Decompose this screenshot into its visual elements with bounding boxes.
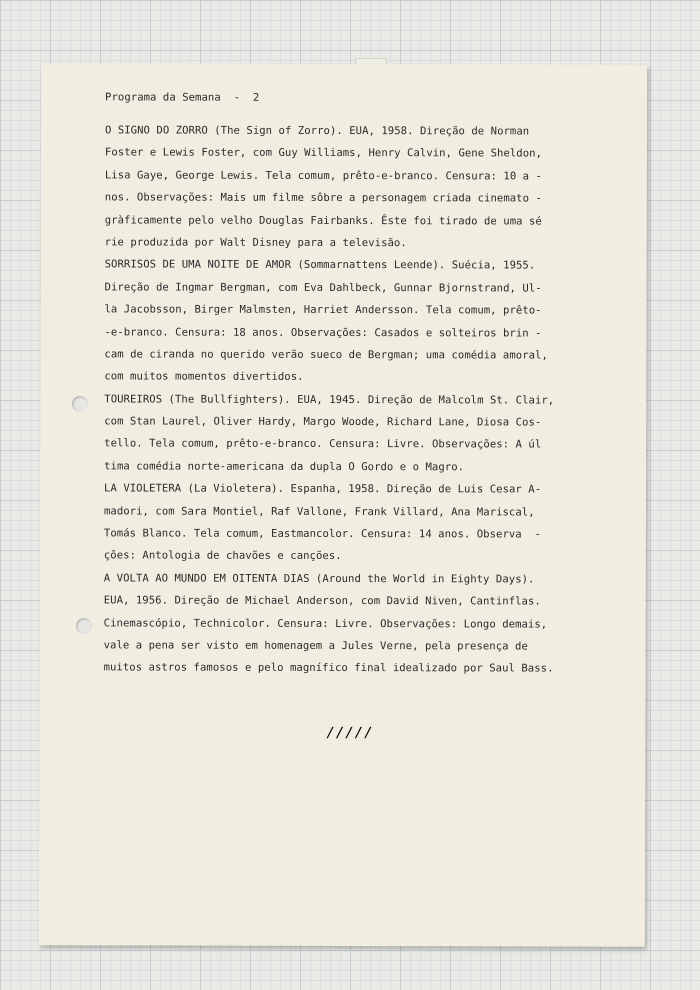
text-line: SORRISOS DE UMA NOITE DE AMOR (Sommarnattens Leende). Suécia, 1955. — [104, 258, 536, 272]
punch-hole — [72, 396, 88, 412]
entry-zorro — [105, 119, 645, 255]
text-line: com muitos momentos divertidos. — [104, 370, 304, 384]
entry-sorrisos — [104, 254, 644, 390]
entry-volta-ao-mundo — [104, 567, 644, 680]
text-line: TOUREIROS (The Bullfighters). EUA, 1945. Direção de Malcolm St. Clair, — [104, 393, 555, 407]
typewritten-page — [39, 63, 647, 947]
text-line: Lisa Gaye, George Lewis. Tela comum, prêto-e-branco. Censura: 10 a - — [104, 169, 542, 183]
text-line: rie produzida por Walt Disney para a televisão. — [104, 236, 407, 250]
entry-la-violetera — [104, 478, 644, 569]
text-line: ções: Antologia de chavões e canções. — [103, 549, 342, 563]
text-line: Tomás Blanco. Tela comum, Eastmancolor. Censura: 14 anos. Observa - — [103, 527, 542, 541]
text-line: com Stan Laurel, Oliver Hardy, Margo Woode, Richard Lane, Diosa Cos- — [104, 415, 542, 429]
text-line: -e-branco. Censura: 18 anos. Observações: Casados e solteiros brin - — [104, 325, 542, 340]
text-line: A VOLTA AO MUNDO EM OITENTA DIAS (Around the World in Eighty Days). — [103, 572, 535, 586]
text-line: nos. Observações: Mais um filme sôbre a personagem criada cinemato - — [104, 191, 542, 205]
text-line: madori, com Sara Montiel, Raf Vallone, Frank Villard, Ana Mariscal, — [103, 505, 535, 519]
text-line: EUA, 1956. Direção de Michael Anderson, com David Niven, Cantinflas. — [103, 594, 541, 608]
text-line: Foster e Lewis Foster, com Guy Williams, Henry Calvin, Gene Sheldon, — [104, 146, 543, 160]
text-line: Direção de Ingmar Bergman, com Eva Dahlbeck, Gunnar Bjornstrand, Ul- — [104, 281, 542, 295]
text-line: LA VIOLETERA (La Violetera). Espanha, 1958. Direção de Luis Cesar A- — [104, 482, 542, 496]
text-line: tima comédia norte-americana da dupla O Gordo e o Magro. — [104, 460, 465, 474]
text-line: tello. Tela comum, prêto-e-branco. Censura: Livre. Observações: A úl — [104, 437, 542, 451]
text-line: muitos astros famosos e pelo magnífico final idealizado por Saul Bass. — [103, 661, 554, 675]
end-mark: ///// — [326, 724, 374, 742]
text-line: cam de ciranda no querido verão sueco de Bergman; uma comédia amoral, — [104, 348, 548, 362]
text-line: Cinemascópio, Technicolor. Censura: Livre. Observações: Longo demais, — [103, 616, 548, 631]
punch-hole — [76, 618, 92, 634]
page-header: Programa da Semana - 2 — [105, 91, 260, 104]
entry-toureiros — [104, 388, 644, 479]
text-line: gràficamente pelo velho Douglas Fairbanks. Êste foi tirado de uma sé — [104, 213, 542, 228]
text-line: O SIGNO DO ZORRO (The Sign of Zorro). EUA, 1958. Direção de Norman — [104, 124, 530, 138]
text-line: la Jacobsson, Birger Malmsten, Harriet Andersson. Tela comum, prêto- — [104, 303, 542, 317]
page-text — [104, 85, 646, 680]
text-line: vale a pena ser visto em homenagem a Jules Verne, pela presença de — [103, 639, 528, 653]
